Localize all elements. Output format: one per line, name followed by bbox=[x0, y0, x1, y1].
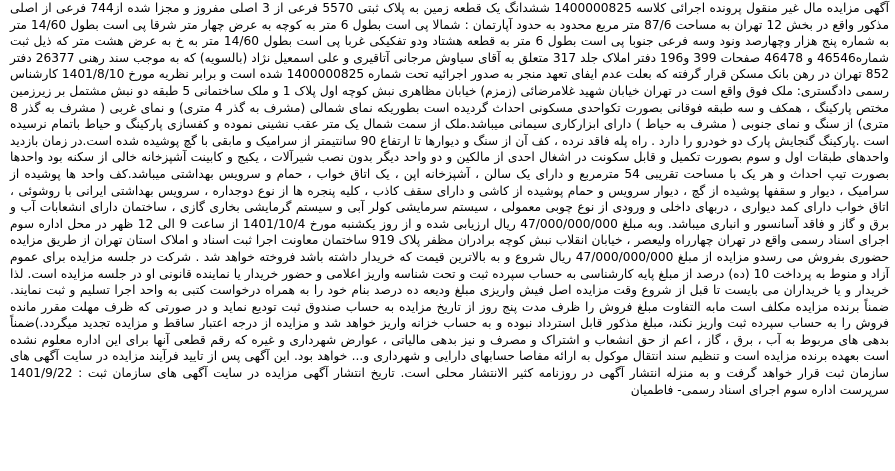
auction-notice-text: آگهی مزایده مال غیر منقول پرونده اجرائی کلاسه 1400000825 ششدانگ یک قطعه زمین به پلاک ثبتی 5570 فرعی از 3 اصلی مفروز و مجزا شده از744 فرعی از اصلی مذکور واقع در بخش 12 تهران به مساحت 87/6 متر مربع محدود به حدود آپارتمان : شمالا پی است بطول 6 متر به کوچه به عرض چهار متر شرقا پی است بطول 14/60 متر به شماره پنج هزار وچهارصد ونود وسه فرعی جنوبا پی است بطول 6 متر به قطعه هشتاد ودو تفکیکی غربا پی است بطول 14/60 متر به خ به عرض هشت متر که ذیل ثبت شماره46546 و 46478 صفحات 399 و196 دفتر املاک جلد 317 متعلق به آقای سیاوش مرجانی آتاقیری و علی اسمعیل نژاد (بالسویه) که به موجب سند رهنی 26377 دفتر 852 تهران در رهن بانک مسکن قرار گرفته که بعلت عدم ایفای تعهد منجر به صدور اجرائیه تحت شماره 1400000825 شده است و برابر نظریه مورخ 1401/8/10 کارشناس رسمی دادگستری: ملک فوق واقع است در تهران خیابان شهید غلامرضائی (زمزم) خیابان مظاهری نبش کوچه اول پلاک 1 و ملک ساختمانی 5 طبقه دو نبش مشتمل بر زیرزمین مختص پارکینگ ، همکف و سه طبقه فوقانی بصورت تکواحدی مسکونی احداث گردیده است بطوریکه نمای شمالی (مشرف به گذر 4 متری) و نمای غربی ( مشرف به گذر 8 متری) از سنگ و نمای جنوبی ( مشرف به حیاط ) دارای ابزارکاری سیمانی میباشد.ملک از سمت شمال یک متر عقب نشینی نموده و کفسازی پارکینگ و حیاط باتمام نرسیده است .پارکینگ گنجایش پارک دو خودرو را دارد . راه پله فاقد نرده ، کف آن از سنگ و دیوارها تا ارتفاع 90 سانتیمتر از سرامیک و مابقی با گچ پوشیده شده است.در زمان بازدید واحدهای طبقات اول و سوم بصورت تکمیل و قابل سکونت در اشغال احدی از مالکین و دو واحد دیگر بدون نصب شیرآلات ، یکیج و کابینت آشپزخانه خالی از سکنه بود واحدها بصورت تیپ احداث و هر یک با مساحت تقریبی 54 مترمربع و دارای یک سالن ، آشپزخانه اپن ، یک اتاق خواب ، حمام و سرویس بهداشتی میباشد.کف واحد ها پوشیده از سرامیک ، دیوار و سقفها پوشیده از گچ ، دیوار سرویس و حمام پوشیده از کاشی و دارای سقف کاذب ، کلیه پنجره ها از نوع دوجداره ، سرویس بهداشتی ایرانی با روشوئی ، اتاق خواب دارای کمد دیواری ، دربهای داخلی و ورودی از نوع چوبی معمولی ، سیستم سرمایشی کولر آبی و سیستم گرمایشی بخاری گازی ، ساختمان دارای انشعابات آب و برق و گاز و فاقد آسانسور و انباری میباشد. وبه مبلغ 47/000/000/000 ریال ارزیابی شده و از روز یکشنبه مورخ 1401/10/4 از ساعت 9 الی 12 ظهر در محل اداره سوم اجرای اسناد رسمی واقع در تهران چهارراه ولیعصر ، خیابان انقلاب نبش کوچه برادران مظفر پلاک 919 ساختمان معاونت اجرا ثبت اسناد و املاک استان تهران از طریق مزایده حضوری بفروش می رسدو مزایده از مبلغ 47/000/000/000 ریال شروع و به بالاترین قیمت که خریدار داشته باشد فروخته خواهد شد . شرکت در جلسه مزایده برای عموم آزاد و منوط به پرداخت 10 (ده) درصد از مبلغ پایه کارشناسی به حساب سپرده ثبت و تحت شناسه واریز اعلامی و حضور خریدار یا نماینده قانونی او در جلسه مزایده است. لذا خریدار و یا خریداران می بایست تا قبل از شروع وقت مزایده اصل فیش واریزی مبلغ ودیعه ده درصد بنام خود را به همراه درخواست کتبی به واحد اجرا تسلیم و ثبت نمایند. ضمناً برنده مزایده مکلف است مابه التفاوت مبلغ فروش را ظرف مدت پنج روز از تاریخ مزایده به حساب صندوق ثبت تودیع نماید و در صورتی که ظرف مهلت مقرر مانده فروش را به حساب سپرده ثبت واریز نکند، مبلغ مذکور قابل استرداد نبوده و به حساب خزانه واریز خواهد شد و مزایده از درجه اعتبار ساقط و مزایده تجدید میگردد.)ضمناً بدهی های مربوط به آب ، برق ، گاز ، اعم از حق انشعاب و اشتراک و مصرف و نیز بدهی مالیاتی ، عوارض شهرداری و غیره که رقم قطعی آنها برای این اداره معلوم نشده است بعهده برنده مزایده است و تنظیم سند انتقال موکول به ارائه مفاصا حسابهای دارایی و شهرداری و... خواهد بود. این آگهی پس از تایید فرآیند مزایده در سایت آگهی های سازمان ثبت قرار خواهد گرفت و به منزله انتشار آگهی در روزنامه کثیر الانتشار محلی است. تاریخ انتشار آگهی مزایده در سایت آگهی های سازمان ثبت : 1401/9/22 سرپرست اداره سوم اجرای اسناد رسمی- فاطمیان bbox=[10, 1, 890, 397]
